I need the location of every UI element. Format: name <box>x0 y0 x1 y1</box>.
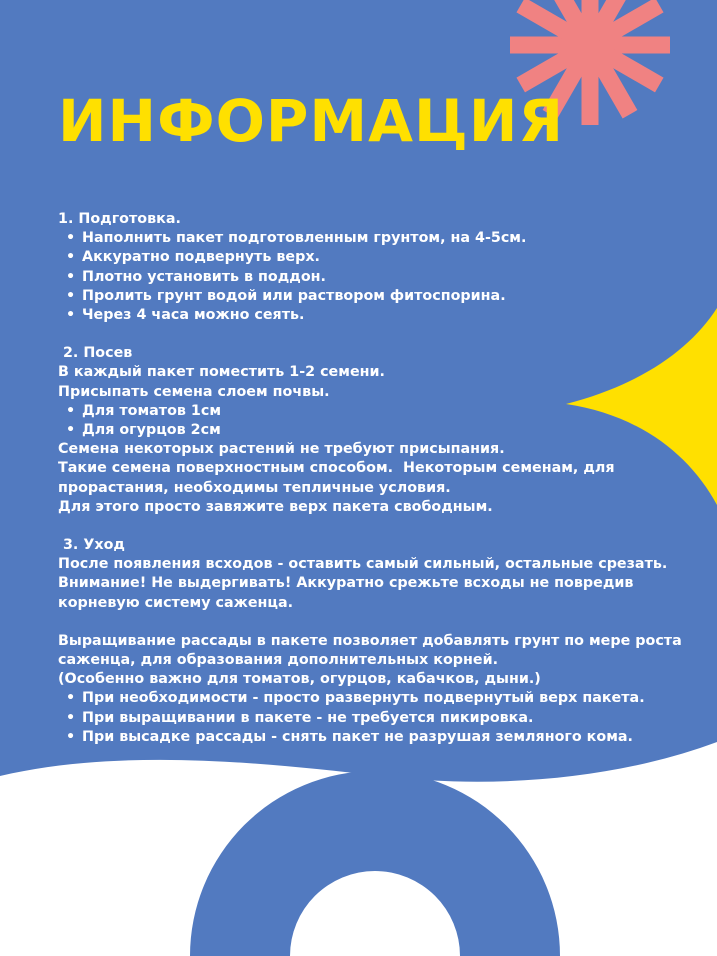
text-line: Выращивание рассады в пакете позволяет добавлять грунт по мере роста <box>58 632 682 649</box>
text-line: Такие семена поверхностным способом. Некоторым семенам, для <box>58 460 615 477</box>
text-line: саженца, для образования дополнительных корней. <box>58 652 499 669</box>
text-line: В каждый пакет поместить 1-2 семени. <box>58 364 385 381</box>
preparation-list <box>58 229 698 325</box>
text-line: прорастания, необходимы тепличные условия. <box>58 479 451 496</box>
list-item: • При необходимости - просто развернуть подвернутый верх пакета. <box>58 689 698 708</box>
section-care-heading: 3. Уход <box>58 537 125 554</box>
spacer <box>58 613 698 632</box>
text-line: Присыпать семена слоем почвы. <box>58 383 330 400</box>
list-item: • При выращивании в пакете - не требуется пикировка. <box>58 709 698 728</box>
text-line: Семена некоторых растений не требуют присыпания. <box>58 441 505 458</box>
spacer <box>58 517 698 536</box>
list-item: • Через 4 часа можно сеять. <box>58 306 698 325</box>
sowing-depth-list <box>58 402 698 440</box>
list-item: • Для огурцов 2см <box>58 421 698 440</box>
list-item: • При высадке рассады - снять пакет не разрушая земляного кома. <box>58 728 698 747</box>
list-item: • Аккуратно подвернуть верх. <box>58 248 698 267</box>
text-line: корневую систему саженца. <box>58 594 294 611</box>
text-line: (Особенно важно для томатов, огурцов, кабачков, дыни.) <box>58 671 541 688</box>
text-line: Внимание! Не выдергивать! Аккуратно срежьте всходы не повредив <box>58 575 634 592</box>
list-item: • Плотно установить в поддон. <box>58 268 698 287</box>
spacer <box>58 325 698 344</box>
list-item: • Для томатов 1см <box>58 402 698 421</box>
text-line: После появления всходов - оставить самый сильный, остальные срезать. <box>58 556 668 573</box>
instructions-text <box>58 210 698 747</box>
section-preparation-heading: 1. Подготовка. <box>58 211 181 227</box>
list-item: • Пролить грунт водой или раствором фитоспорина. <box>58 287 698 306</box>
tips-list <box>58 689 698 747</box>
list-item: • Наполнить пакет подготовленным грунтом, на 4-5см. <box>58 229 698 248</box>
text-line: Для этого просто завяжите верх пакета свободным. <box>58 498 493 515</box>
section-sowing-heading: 2. Посев <box>58 345 133 362</box>
page-title: ИНФОРМАЦИЯ <box>58 87 565 155</box>
